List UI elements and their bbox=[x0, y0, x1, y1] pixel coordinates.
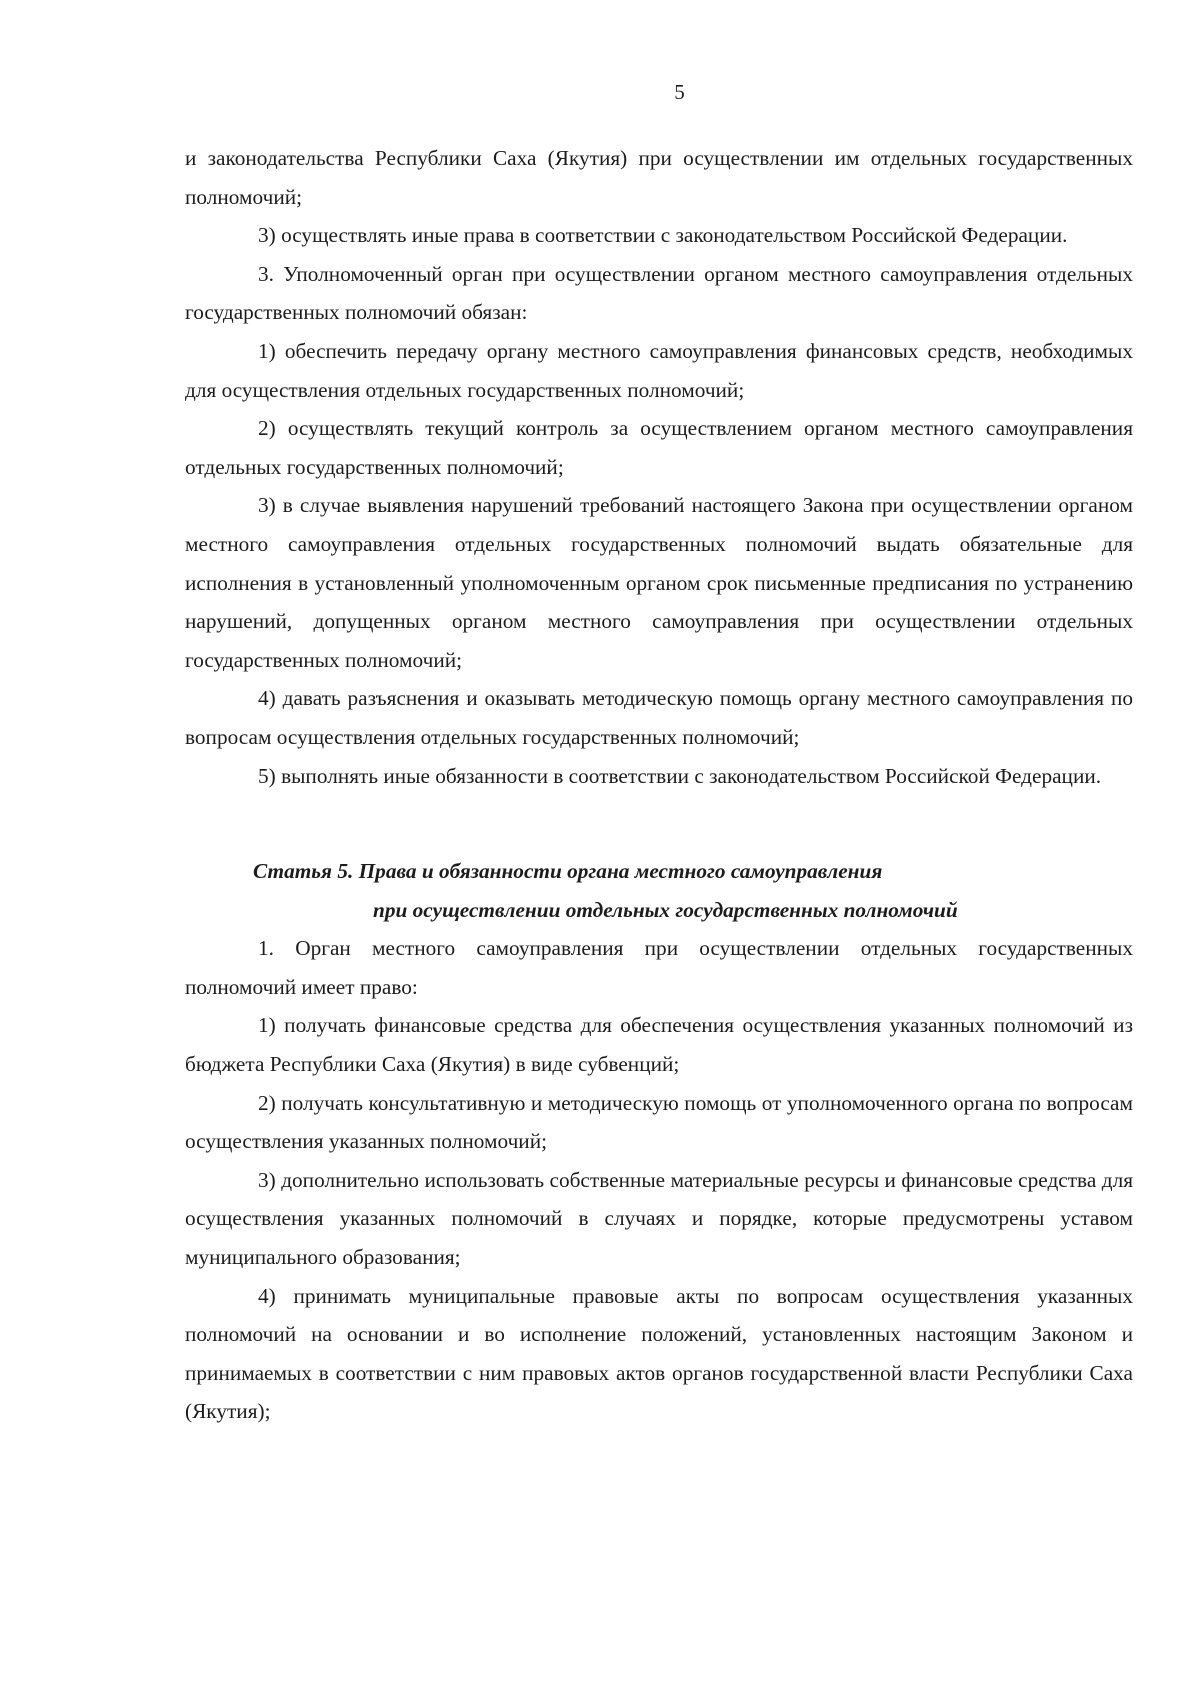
article-heading-line-2: при осуществлении отдельных государственных полномочий bbox=[373, 897, 958, 922]
paragraph: 2) получать консультативную и методическую помощь от уполномоченного органа по вопросам осуществления указанных полномочий; bbox=[185, 1090, 1133, 1154]
paragraph-group-top bbox=[185, 139, 1133, 795]
paragraph: и законодательства Республики Саха (Якутия) при осуществлении им отдельных государственных полномочий; bbox=[185, 146, 1133, 209]
paragraph: 3) дополнительно использовать собственные материальные ресурсы и финансовые средства для осуществления указанных полномочий в случаях и порядке, которые предусмотрены уставом муниципального образования; bbox=[185, 1167, 1133, 1270]
page-number: 5 bbox=[674, 80, 685, 104]
paragraph: 4) принимать муниципальные правовые акты по вопросам осуществления указанных полномочий на основании и во исполнение положений, установленных настоящим Законом и принимаемых в соответствии с ним правовых актов органов государственной власти Республики Саха (Якутия); bbox=[185, 1283, 1133, 1424]
paragraph: 1. Орган местного самоуправления при осуществлении отдельных государственных полномочий имеет право: bbox=[185, 936, 1133, 999]
paragraph: 2) осуществлять текущий контроль за осуществлением органом местного самоуправления отдельных государственных полномочий; bbox=[185, 416, 1133, 479]
paragraph: 1) обеспечить передачу органу местного самоуправления финансовых средств, необходимых для осуществления отдельных государственных полномочий; bbox=[185, 338, 1133, 402]
paragraph: 1) получать финансовые средства для обеспечения осуществления указанных полномочий из бюджета Республики Саха (Якутия) в виде субвенций; bbox=[185, 1013, 1133, 1077]
paragraph: 4) давать разъяснения и оказывать методическую помощь органу местного самоуправления по вопросам осуществления отдельных государственных полномочий; bbox=[185, 686, 1133, 749]
article-heading-line-1: Статья 5. Права и обязанности органа местного самоуправления bbox=[253, 859, 883, 884]
paragraph: 3) в случае выявления нарушений требований настоящего Закона при осуществлении органом местного самоуправления отдельных государственных полномочий выдать обязательные для исполнения в установленный уполномоченным органом срок письменные предписания по устранению нарушений, допущенных органом местного самоуправления при осуществлении отдельных государственных полномочий; bbox=[185, 493, 1133, 672]
paragraph: 5) выполнять иные обязанности в соответствии с законодательством Российской Федерации. bbox=[258, 763, 1102, 788]
paragraph: 3) осуществлять иные права в соответствии с законодательством Российской Федерации. bbox=[258, 223, 1068, 248]
paragraph: 3. Уполномоченный орган при осуществлении органом местного самоуправления отдельных государственных полномочий обязан: bbox=[185, 261, 1133, 325]
paragraph-group-bottom bbox=[185, 929, 1133, 1431]
document-body bbox=[185, 139, 1133, 1431]
